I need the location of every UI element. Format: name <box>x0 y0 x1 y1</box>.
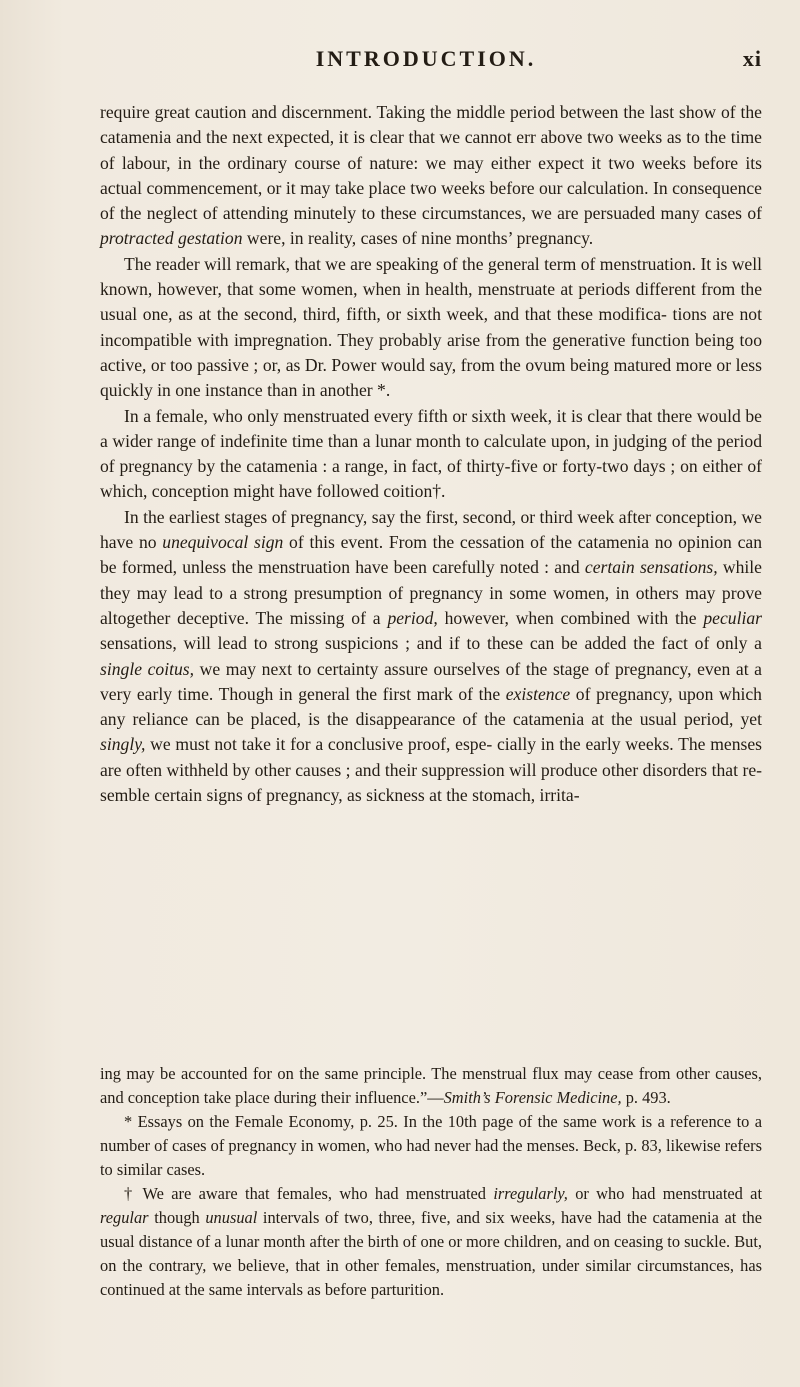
paragraph-2: The reader will remark, that we are speaking of the general term of menstruation. It is well known, however, that some women, when in health, menstruate at periods different from the usual one, as at the second, third, fifth, or sixth week, and that these modifica- tions are not incompatible with impregnation. They probably arise from the generative function being too active, or too passive ; or, as Dr. Power would say, from the ovum being matured more or less quickly in one instance than in another *. <box>100 253 763 401</box>
footnote-continuation <box>100 1062 762 1110</box>
paragraph-4-emphasis-1: unequivocal sign <box>162 532 284 553</box>
paragraph-4-part-c: while they may lead to a strong presumption of pregnancy in some women, in others may prove altogether deceptive. The missing of a <box>100 557 762 628</box>
paragraph-4-emphasis-6: existence <box>505 683 571 704</box>
paragraph-1 <box>100 100 762 252</box>
paragraph-4-part-a: In the earliest stages of pregnancy, say the first, second, or third week after conception, we have no <box>100 506 762 553</box>
paragraph-3: In a female, who only menstruated every fifth or sixth week, it is clear that there would be a wider range of indefinite time than a lunar month to calculate upon, in judging of the period of pregnancy by the catamenia : a range, in fact, of thirty-five or forty-two days ; on either of which, conception might have followed coition†. <box>100 405 762 502</box>
paragraph-4-part-d: however, when combined with the <box>437 607 704 628</box>
footnote-page-ref: p. 493. <box>621 1088 671 1107</box>
footnote-dagger <box>100 1182 762 1302</box>
paragraph-4-emphasis-5: single coitus, <box>100 658 195 679</box>
footnote-dagger-emphasis-3: unusual <box>205 1208 258 1227</box>
paragraph-1-emphasis: protracted gestation <box>100 228 243 249</box>
footnote-dagger-part-b: or who had menstruated at <box>567 1184 762 1203</box>
paragraph-4 <box>100 505 762 809</box>
footnote-continuation-text: ing may be accounted for on the same principle. The menstrual flux may cease from other causes, and conception take place during their influence.”— <box>100 1064 762 1107</box>
footnote-dagger-emphasis-2: regular <box>100 1208 149 1227</box>
footnote-asterisk: * Essays on the Female Economy, p. 25. In the 10th page of the same work is a reference to a number of cases of pregnancy in women, who had never had the menses. Beck, p. 83, likewise refers to similar cases. <box>100 1112 762 1179</box>
footnote-dagger-part-c: though <box>148 1208 206 1227</box>
footnote-citation: Smith’s Forensic Medicine, <box>443 1088 622 1107</box>
paragraph-4-part-h: we must not take it for a conclusive proof, espe- cially in the early weeks. The menses are often withheld by other causes ; and their suppression will produce other disorders that re- semble certain signs of pregnancy, as sickness at the stomach, irrita- <box>100 734 762 806</box>
paragraph-4-emphasis-2: certain sensations, <box>584 557 718 578</box>
paragraph-1-text: require great caution and discernment. Taking the middle period between the last show of the catamenia and the next expected, it is clear that we cannot err above two weeks as to the time of labour, in the ordinary course of nature: we may either expect it two weeks before its actual commencement, or it may take place two weeks before our calculation. In consequence of the neglect of attending minutely to these circumstances, we are persuaded many cases of <box>100 102 762 224</box>
page-header <box>90 46 762 76</box>
paragraph-4-part-g: of pregnancy, upon which any reliance can be placed, is the disappearance of the catamenia at the usual period, yet <box>100 683 762 730</box>
footnote-dagger-emphasis-1: irregularly, <box>493 1184 568 1203</box>
main-text <box>100 100 762 808</box>
footnotes <box>100 1062 762 1302</box>
paragraph-4-part-b: of this event. From the cessation of the catamenia no opinion can be formed, unless the menstruation have been carefully noted : and <box>100 532 763 578</box>
footnote-dagger-part-a: † We are aware that females, who had menstruated <box>124 1184 494 1203</box>
paragraph-4-part-e: sensations, will lead to strong suspicions ; and if to these can be added the fact of only a <box>100 633 762 654</box>
paragraph-4-emphasis-4: peculiar <box>703 607 762 628</box>
running-title: INTRODUCTION. <box>315 46 537 71</box>
page-number: xi <box>742 46 762 71</box>
paragraph-4-part-f: we may next to certainty assure ourselves of the stage of pregnancy, even at a very early time. Though in general the first mark of the <box>100 658 762 704</box>
footnote-dagger-part-d: intervals of two, three, five, and six weeks, have had the catamenia at the usual distance of a lunar month after the birth of one or more children, and on ceasing to suckle. But, on the contrary, we believe, that in other females, menstruation, under similar circumstances, has continued at the same intervals as before parturition. <box>100 1208 762 1299</box>
paragraph-4-emphasis-3: period, <box>387 607 438 628</box>
paragraph-4-emphasis-7: singly, <box>100 734 146 755</box>
paragraph-1-tail: were, in reality, cases of nine months’ pregnancy. <box>242 228 594 249</box>
